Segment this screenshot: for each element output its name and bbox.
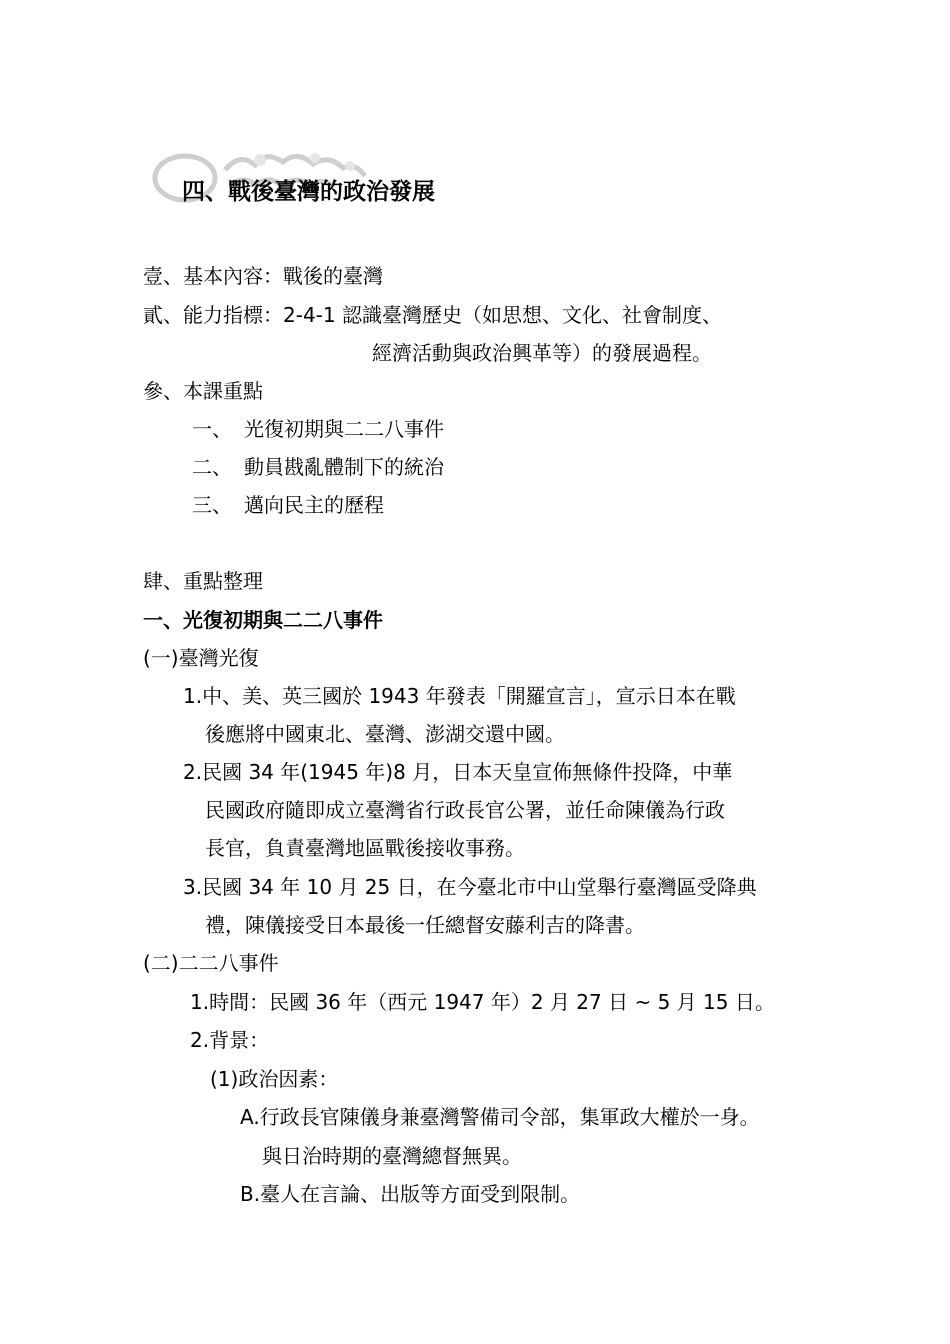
subsection-heading: (一)臺灣光復 — [143, 646, 259, 670]
paragraph-line: 2.民國 34 年(1945 年)8 月，日本天皇宣佈無條件投降，中華 — [183, 760, 733, 784]
factor-item: A.行政長官陳儀身兼臺灣警備司令部，集軍政大權於一身。 — [240, 1105, 760, 1129]
key-point-num: 一、 — [192, 417, 232, 441]
event-time: 1.時間：民國 36 年（西元 1947 年）2 月 27 日 ~ 5 月 15 日。 — [190, 990, 775, 1014]
key-point-num: 三、 — [192, 493, 232, 517]
paragraph-line: 後應將中國東北、臺灣、澎湖交還中國。 — [205, 722, 565, 746]
paragraph-line: 長官，負責臺灣地區戰後接收事務。 — [205, 836, 525, 860]
page-title: 四、戰後臺灣的政治發展 — [182, 179, 435, 205]
section-heading: 一、光復初期與二二八事件 — [143, 608, 383, 632]
factor-item: 與日治時期的臺灣總督無異。 — [262, 1144, 522, 1168]
basic-content: 壹、基本內容：戰後的臺灣 — [143, 264, 383, 288]
paragraph-line: 3.民國 34 年 10 月 25 日，在今臺北市中山堂舉行臺灣區受降典 — [183, 875, 757, 899]
review-heading: 肆、重點整理 — [143, 569, 263, 593]
paragraph-line: 禮，陳儀接受日本最後一任總督安藤利吉的降書。 — [205, 913, 645, 937]
event-background: 2.背景： — [190, 1028, 270, 1052]
subsection-heading: (二)二二八事件 — [143, 951, 279, 975]
factor-item: B.臺人在言論、出版等方面受到限制。 — [240, 1182, 581, 1206]
ability-indicator-line2: 經濟活動與政治興革等）的發展過程。 — [372, 341, 712, 365]
key-points-heading: 參、本課重點 — [143, 379, 263, 403]
ability-indicator-line1: 貳、能力指標：2-4-1 認識臺灣歷史（如思想、文化、社會制度、 — [143, 303, 722, 327]
key-point-text: 動員戡亂體制下的統治 — [244, 455, 444, 479]
key-point-text: 邁向民主的歷程 — [244, 493, 384, 517]
key-point-text: 光復初期與二二八事件 — [244, 417, 444, 441]
paragraph-line: 1.中、美、英三國於 1943 年發表「開羅宣言」，宣示日本在戰 — [183, 684, 736, 708]
political-factors: (1)政治因素： — [210, 1067, 339, 1091]
key-point-num: 二、 — [192, 455, 232, 479]
paragraph-line: 民國政府隨即成立臺灣省行政長官公署，並任命陳儀為行政 — [205, 798, 725, 822]
